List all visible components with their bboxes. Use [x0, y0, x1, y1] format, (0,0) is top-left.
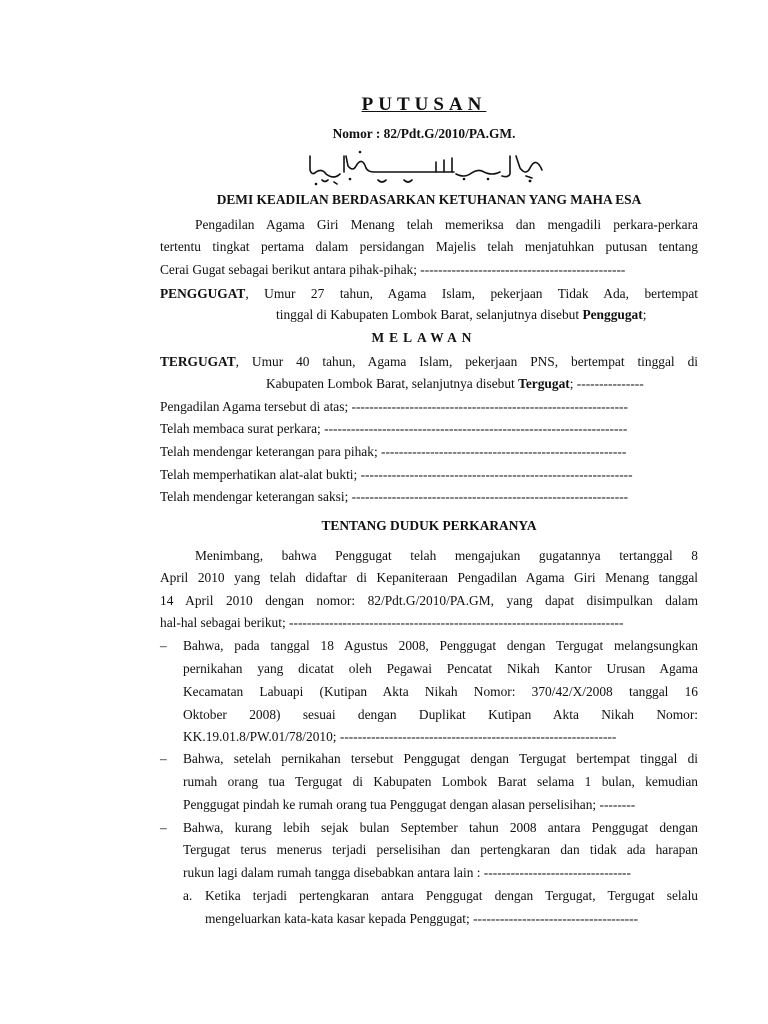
preamble-line: Pengadilan Agama tersebut di atas; -------------------------------------------------------------- — [160, 399, 628, 414]
penggugat-label: PENGGUGAT — [160, 286, 246, 301]
intro-line: Pengadilan Agama Giri Menang telah memeriksa dan mengadili perkara-perkara — [195, 217, 698, 232]
tergugat-residence: Kabupaten Lombok Barat, selanjutnya disebut — [266, 376, 519, 391]
section-title: TENTANG DUDUK PERKARANYA — [321, 518, 537, 533]
case-number: Nomor : 82/Pdt.G/2010/PA.GM. — [332, 126, 516, 141]
bullet-line: Oktober 2008) sesuai dengan Duplikat Kutipan Akta Nikah Nomor: — [183, 707, 698, 722]
bullet-line: rukun lagi dalam rumah tangga disebabkan antara lain : --------------------------------- — [183, 865, 631, 880]
preamble-line: Telah membaca surat perkara; -------------------------------------------------------------------- — [160, 421, 628, 436]
bullet-line: Bahwa, setelah pernikahan tersebut Penggugat dengan Tergugat bertempat tinggal di — [183, 751, 698, 766]
menimbang-line: April 2010 yang telah didaftar di Kepaniteraan Pengadilan Agama Giri Menang tanggal — [160, 570, 698, 585]
preamble-line: Telah memperhatikan alat-alat bukti; ------------------------------------------------------------- — [160, 467, 633, 482]
penggugat-line-2 — [276, 307, 646, 323]
bullet-line: rumah orang tua Tergugat di Kabupaten Lombok Barat selama 1 bulan, kemudian — [183, 774, 698, 789]
bullet-dash: – — [160, 820, 167, 835]
tergugat-line — [160, 354, 698, 370]
bullet-line: Penggugat pindah ke rumah orang tua Penggugat dengan alasan perselisihan; -------- — [183, 797, 636, 812]
menimbang-line: Menimbang, bahwa Penggugat telah mengajukan gugatannya tertanggal 8 — [195, 548, 698, 563]
bullet-line: Bahwa, pada tanggal 18 Agustus 2008, Penggugat dengan Tergugat melangsungkan — [183, 638, 698, 653]
penggugat-line — [160, 286, 698, 302]
bullet-line: KK.19.01.8/PW.01/78/2010; -------------------------------------------------------------- — [183, 729, 617, 744]
preamble-line: Telah mendengar keterangan saksi; -------------------------------------------------------------- — [160, 489, 629, 504]
penggugat-residence: tinggal di Kabupaten Lombok Barat, selanjutnya disebut — [276, 307, 583, 322]
penggugat-term: Penggugat — [582, 307, 643, 322]
bullet-line: pernikahan yang dicatat oleh Pegawai Pencatat Nikah Kantor Urusan Agama — [183, 661, 698, 676]
sub-item-line: Ketika terjadi pertengkaran antara Penggugat dengan Tergugat, Tergugat selalu — [205, 888, 698, 903]
demi-keadilan-heading: DEMI KEADILAN BERDASARKAN KETUHANAN YANG MAHA ESA — [216, 192, 642, 207]
tergugat-label: TERGUGAT — [160, 354, 236, 369]
intro-line: Cerai Gugat sebagai berikut antara pihak-pihak; ---------------------------------------------- — [160, 262, 626, 277]
bullet-line: Kecamatan Labuapi (Kutipan Akta Nikah Nomor: 370/42/X/2008 tanggal 16 — [183, 684, 698, 699]
tergugat-punct: ; --------------- — [569, 376, 644, 391]
tergugat-term: Tergugat — [518, 376, 570, 391]
intro-line: tertentu tingkat pertama dalam persidangan Majelis telah menjatuhkan putusan tentang — [160, 239, 698, 254]
bullet-line: Bahwa, kurang lebih sejak bulan September tahun 2008 antara Penggugat dengan — [183, 820, 698, 835]
sub-item-marker: a. — [183, 888, 193, 903]
bullet-dash: – — [160, 751, 167, 766]
melawan-heading: MELAWAN — [371, 330, 477, 345]
bullet-line: Tergugat terus menerus terjadi perselisihan dan pertengkaran dan tidak ada harapan — [183, 842, 698, 857]
tergugat-details: , Umur 40 tahun, Agama Islam, pekerjaan PNS, bertempat tinggal di — [235, 354, 698, 369]
sub-item-line: mengeluarkan kata-kata kasar kepada Penggugat; ------------------------------------- — [205, 911, 639, 926]
preamble-line: Telah mendengar keterangan para pihak; ------------------------------------------------------- — [160, 444, 627, 459]
tergugat-line-2 — [266, 376, 644, 392]
penggugat-punct: ; — [642, 307, 647, 322]
penggugat-details: , Umur 27 tahun, Agama Islam, pekerjaan Tidak Ada, bertempat — [245, 286, 698, 301]
menimbang-line: hal-hal sebagai berikut; --------------------------------------------------------------------------- — [160, 615, 624, 630]
basmalah-calligraphy-icon — [304, 148, 554, 188]
bullet-dash: – — [160, 638, 167, 653]
menimbang-line: 14 April 2010 dengan nomor: 82/Pdt.G/2010/PA.GM, yang dapat disimpulkan dalam — [160, 593, 698, 608]
document-title: PUTUSAN — [361, 94, 487, 115]
